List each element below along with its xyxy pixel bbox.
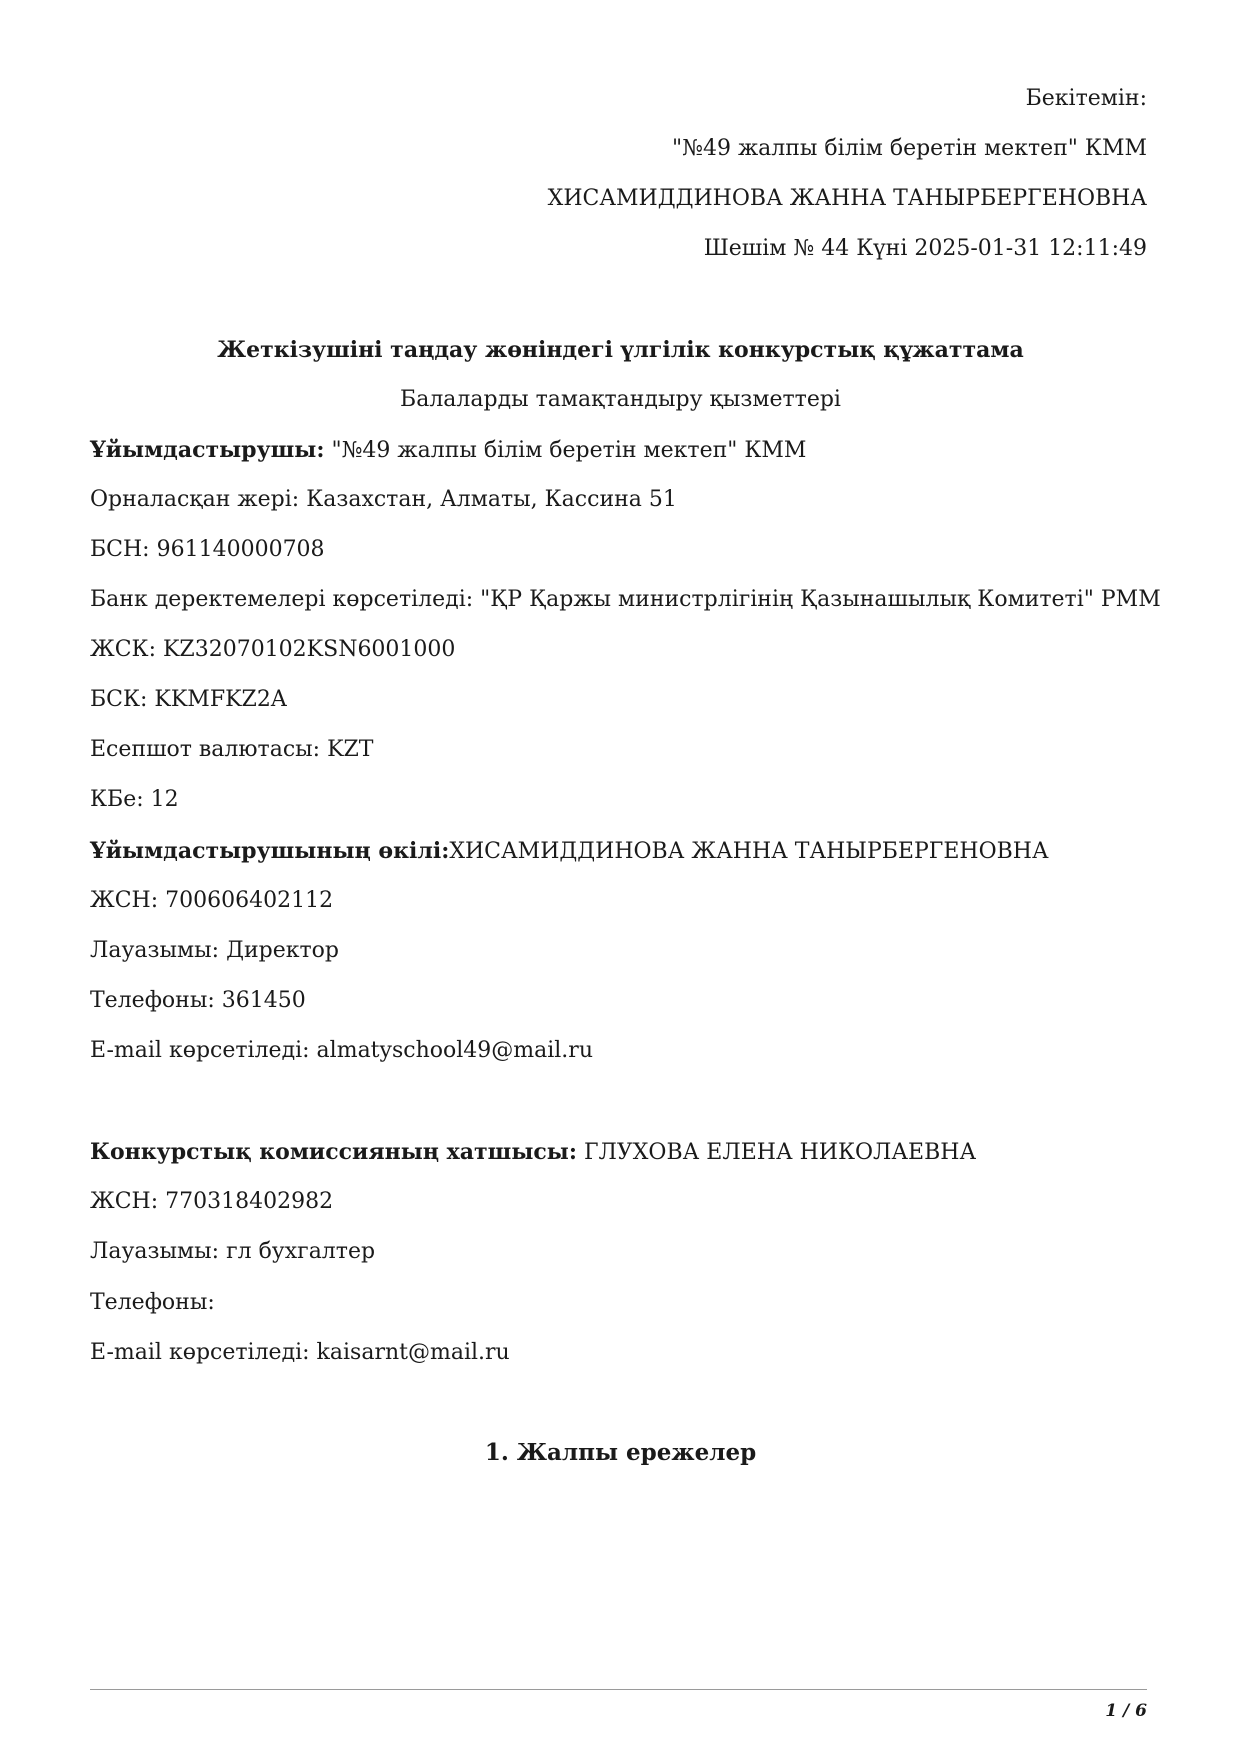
organizer-currency: Есепшот валютасы: KZT — [90, 737, 374, 762]
approval-organization: "№49 жалпы білім беретін мектеп" КММ — [672, 136, 1147, 161]
representative-line — [90, 838, 1049, 865]
approval-person: ХИСАМИДДИНОВА ЖАННА ТАНЫРБЕРГЕНОВНА — [547, 186, 1147, 211]
representative-position: Лауазымы: Директор — [90, 938, 339, 963]
organizer-bic: БСК: KKMFKZ2A — [90, 687, 287, 712]
representative-label: Ұйымдастырушының өкілі: — [90, 838, 450, 864]
organizer-iban: ЖСК: KZ32070102KSN6001000 — [90, 637, 456, 662]
secretary-label: Конкурстық комиссияның хатшысы: — [90, 1139, 577, 1165]
secretary-value: ГЛУХОВА ЕЛЕНА НИКОЛАЕВНА — [576, 1140, 977, 1165]
secretary-iin: ЖСН: 770318402982 — [90, 1189, 334, 1214]
document-subtitle: Балаларды тамақтандыру қызметтері — [400, 387, 841, 412]
document-title: Жеткізушіні таңдау жөніндегі үлгілік конкурстық құжаттама — [217, 337, 1024, 363]
organizer-value: "№49 жалпы білім беретін мектеп" КММ — [324, 438, 807, 463]
approval-decision: Шешім № 44 Күні 2025-01-31 12:11:49 — [703, 236, 1147, 261]
organizer-location: Орналасқан жері: Казахстан, Алматы, Кассина 51 — [90, 487, 677, 512]
secretary-email: E-mail көрсетіледі: kaisarnt@mail.ru — [90, 1340, 510, 1365]
organizer-bsn: БСН: 961140000708 — [90, 537, 325, 562]
approve-label: Бекітемін: — [1025, 86, 1147, 111]
representative-email: E-mail көрсетіледі: almatyschool49@mail.ru — [90, 1038, 593, 1063]
organizer-line — [90, 437, 806, 464]
footer-divider — [90, 1689, 1147, 1690]
representative-iin: ЖСН: 700606402112 — [90, 888, 334, 913]
secretary-line — [90, 1139, 976, 1166]
representative-value: ХИСАМИДДИНОВА ЖАННА ТАНЫРБЕРГЕНОВНА — [449, 839, 1049, 864]
page-number: 1 / 6 — [1105, 1701, 1147, 1721]
organizer-bank: Банк деректемелері көрсетіледі: "ҚР Қаржы министрлігінің Қазынашылық Комитеті" РММ — [90, 587, 1161, 612]
section-heading: 1. Жалпы ережелер — [484, 1439, 757, 1466]
secretary-phone: Телефоны: — [90, 1290, 215, 1315]
organizer-kbe: КБе: 12 — [90, 787, 179, 812]
secretary-position: Лауазымы: гл бухгалтер — [90, 1239, 376, 1264]
organizer-label: Ұйымдастырушы: — [90, 437, 325, 463]
representative-phone: Телефоны: 361450 — [90, 988, 306, 1013]
